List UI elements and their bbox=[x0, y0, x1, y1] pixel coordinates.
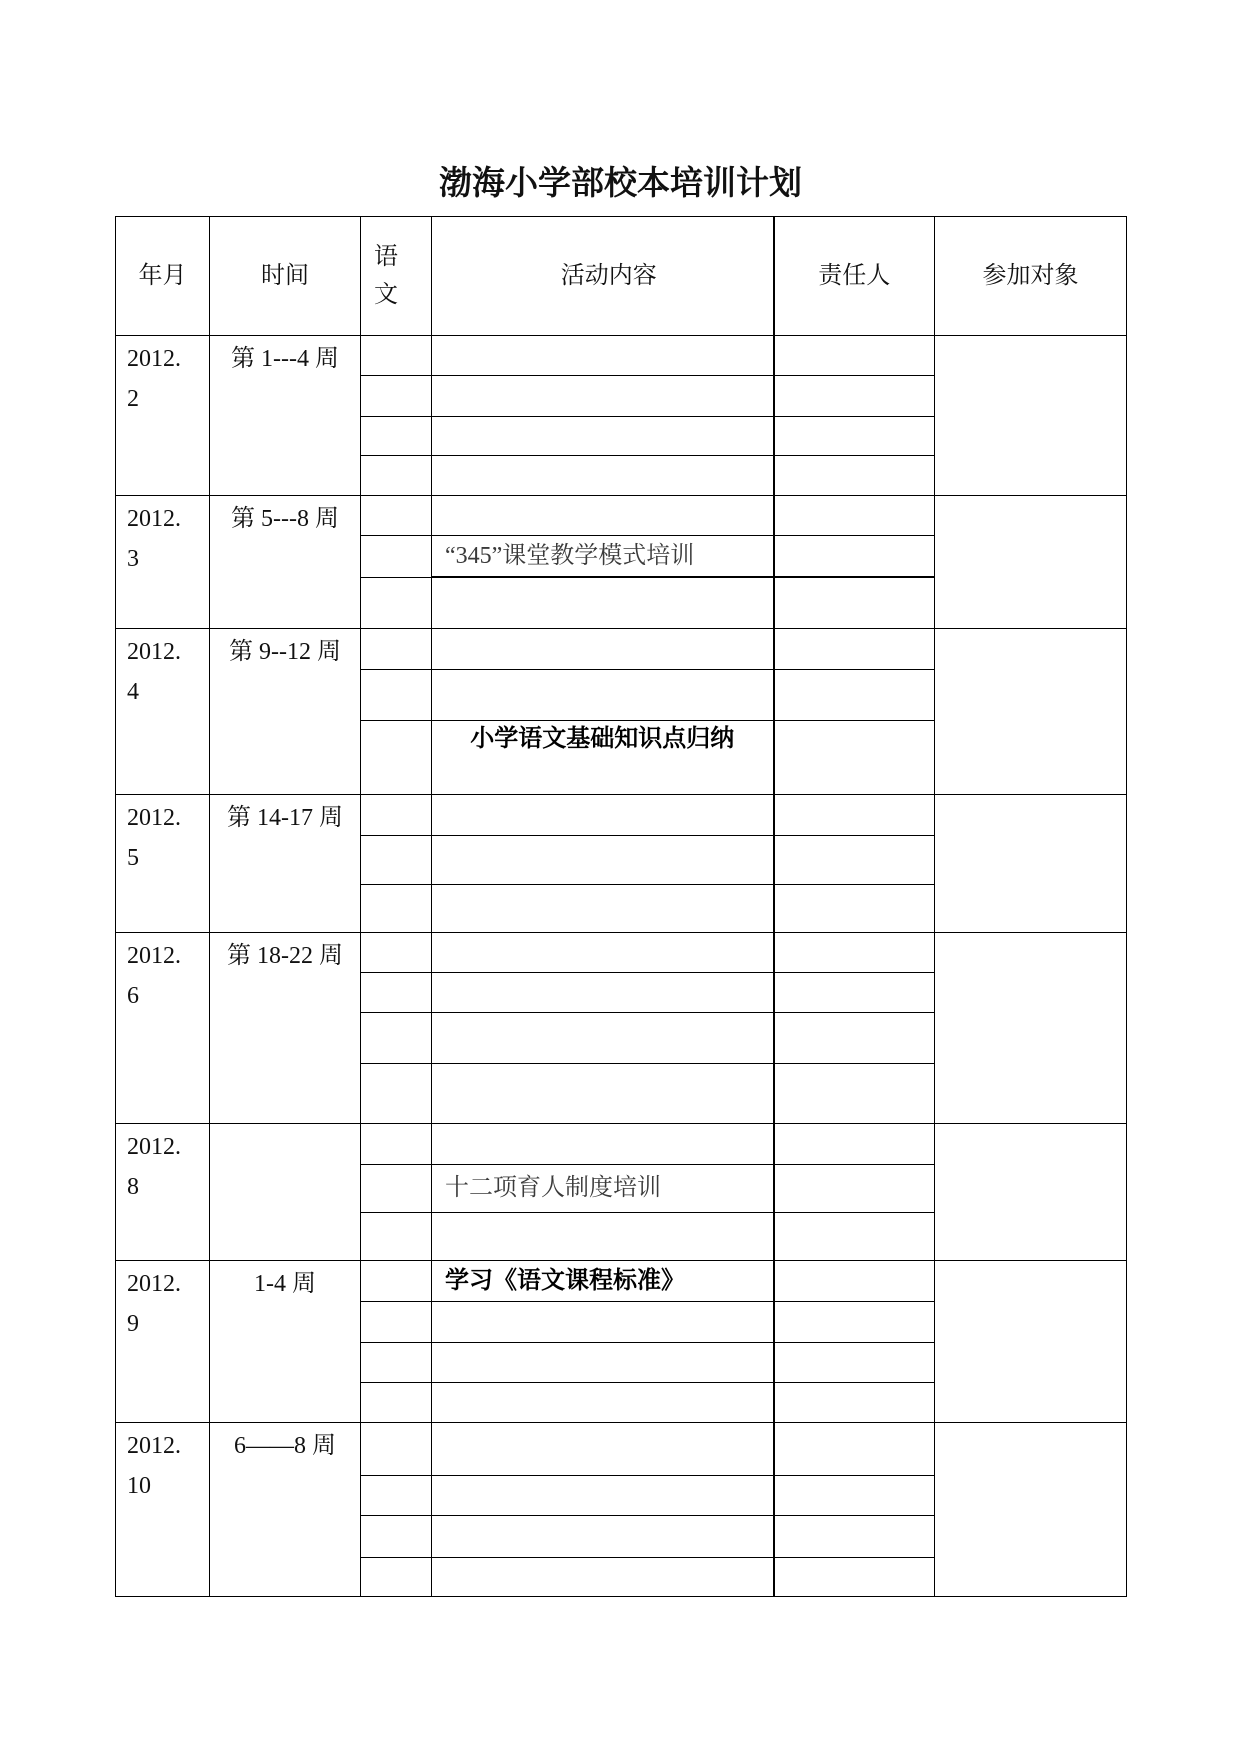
time-cell: 第 18-22 周 bbox=[210, 932, 361, 1123]
activity-cell bbox=[432, 884, 774, 932]
activity-cell: 十二项育人制度培训 bbox=[432, 1164, 774, 1212]
time-cell bbox=[210, 1123, 361, 1260]
subject-cell bbox=[361, 1515, 432, 1557]
header-subject-text: 语文 bbox=[374, 244, 398, 308]
person-cell bbox=[774, 1515, 935, 1557]
person-cell bbox=[774, 417, 935, 456]
person-cell bbox=[774, 972, 935, 1012]
activity-cell: 学习《语文课程标准》 bbox=[432, 1260, 774, 1301]
person-cell bbox=[774, 720, 935, 794]
header-activity: 活动内容 bbox=[432, 217, 774, 336]
person-cell bbox=[774, 577, 935, 628]
person-cell bbox=[774, 1475, 935, 1515]
activity-cell bbox=[432, 417, 774, 456]
subject-cell bbox=[361, 1422, 432, 1475]
subject-cell bbox=[361, 417, 432, 456]
person-cell bbox=[774, 1422, 935, 1475]
month-text: 2012.3 bbox=[127, 506, 181, 572]
activity-cell bbox=[432, 577, 774, 628]
table-row bbox=[116, 1422, 1127, 1475]
header-subject bbox=[361, 217, 432, 336]
person-cell bbox=[774, 1123, 935, 1164]
header-row bbox=[116, 217, 1127, 336]
time-cell: 1-4 周 bbox=[210, 1260, 361, 1422]
person-cell bbox=[774, 1212, 935, 1260]
participants-cell bbox=[935, 336, 1127, 496]
subject-cell bbox=[361, 794, 432, 835]
subject-cell bbox=[361, 456, 432, 496]
page-title: 渤海小学部校本培训计划 bbox=[439, 166, 802, 202]
table-row bbox=[116, 496, 1127, 536]
activity-cell bbox=[432, 496, 774, 536]
activity-cell bbox=[432, 1301, 774, 1342]
subject-cell bbox=[361, 577, 432, 628]
subject-cell bbox=[361, 1382, 432, 1422]
subject-cell bbox=[361, 1123, 432, 1164]
activity-cell bbox=[432, 1557, 774, 1596]
header-month: 年月 bbox=[116, 217, 210, 336]
activity-cell bbox=[432, 1063, 774, 1123]
training-plan-table bbox=[115, 216, 1127, 1597]
participants-cell bbox=[935, 1422, 1127, 1596]
activity-cell bbox=[432, 1123, 774, 1164]
person-cell bbox=[774, 794, 935, 835]
person-cell bbox=[774, 1063, 935, 1123]
person-cell bbox=[774, 376, 935, 417]
subject-cell bbox=[361, 884, 432, 932]
activity-cell bbox=[432, 1012, 774, 1063]
subject-cell bbox=[361, 1260, 432, 1301]
person-cell bbox=[774, 1342, 935, 1382]
month-text: 2012.2 bbox=[127, 346, 181, 412]
person-cell bbox=[774, 932, 935, 972]
month-text: 2012.5 bbox=[127, 804, 181, 871]
activity-cell bbox=[432, 376, 774, 417]
time-cell: 第 1---4 周 bbox=[210, 336, 361, 496]
subject-cell bbox=[361, 669, 432, 720]
subject-cell bbox=[361, 1301, 432, 1342]
subject-cell bbox=[361, 720, 432, 794]
activity-cell bbox=[432, 669, 774, 720]
header-time: 时间 bbox=[210, 217, 361, 336]
month-text: 2012.8 bbox=[127, 1133, 181, 1200]
subject-cell bbox=[361, 835, 432, 884]
header-participants: 参加对象 bbox=[935, 217, 1127, 336]
person-cell bbox=[774, 496, 935, 536]
person-cell bbox=[774, 1260, 935, 1301]
participants-cell bbox=[935, 1123, 1127, 1260]
month-cell bbox=[116, 628, 210, 794]
subject-cell bbox=[361, 932, 432, 972]
activity-cell bbox=[432, 456, 774, 496]
activity-cell bbox=[432, 1422, 774, 1475]
table-row bbox=[116, 628, 1127, 669]
month-cell bbox=[116, 1260, 210, 1422]
table-row bbox=[116, 1260, 1127, 1301]
month-text: 2012.9 bbox=[127, 1270, 181, 1337]
person-cell bbox=[774, 1382, 935, 1422]
participants-cell bbox=[935, 628, 1127, 794]
subject-cell bbox=[361, 1212, 432, 1260]
activity-cell bbox=[432, 1515, 774, 1557]
time-cell: 第 14-17 周 bbox=[210, 794, 361, 932]
activity-cell bbox=[432, 1212, 774, 1260]
subject-cell bbox=[361, 1063, 432, 1123]
activity-cell bbox=[432, 336, 774, 376]
activity-cell: “345”课堂教学模式培训 bbox=[432, 536, 774, 578]
person-cell bbox=[774, 1301, 935, 1342]
month-cell bbox=[116, 1123, 210, 1260]
month-cell bbox=[116, 496, 210, 629]
activity-cell bbox=[432, 1342, 774, 1382]
activity-cell bbox=[432, 1475, 774, 1515]
table-row bbox=[116, 1123, 1127, 1164]
person-cell bbox=[774, 628, 935, 669]
month-cell bbox=[116, 336, 210, 496]
activity-cell bbox=[432, 932, 774, 972]
table-row bbox=[116, 932, 1127, 972]
participants-cell bbox=[935, 794, 1127, 932]
person-cell bbox=[774, 835, 935, 884]
subject-cell bbox=[361, 1475, 432, 1515]
table-row bbox=[116, 794, 1127, 835]
month-text: 2012.6 bbox=[127, 942, 181, 1009]
month-cell bbox=[116, 794, 210, 932]
month-cell bbox=[116, 932, 210, 1123]
month-text: 2012.4 bbox=[127, 638, 181, 705]
activity-cell bbox=[432, 1382, 774, 1422]
subject-cell bbox=[361, 536, 432, 578]
person-cell bbox=[774, 536, 935, 578]
participants-cell bbox=[935, 932, 1127, 1123]
subject-cell bbox=[361, 1557, 432, 1596]
header-person: 责任人 bbox=[774, 217, 935, 336]
activity-cell: 小学语文基础知识点归纳 bbox=[432, 720, 774, 794]
activity-cell bbox=[432, 794, 774, 835]
time-cell: 第 9--12 周 bbox=[210, 628, 361, 794]
activity-cell bbox=[432, 835, 774, 884]
table-row bbox=[116, 336, 1127, 376]
subject-cell bbox=[361, 972, 432, 1012]
subject-cell bbox=[361, 1342, 432, 1382]
person-cell bbox=[774, 456, 935, 496]
person-cell bbox=[774, 1557, 935, 1596]
month-text: 2012.10 bbox=[127, 1432, 181, 1499]
participants-cell bbox=[935, 496, 1127, 629]
time-cell: 6——8 周 bbox=[210, 1422, 361, 1596]
participants-cell bbox=[935, 1260, 1127, 1422]
person-cell bbox=[774, 1012, 935, 1063]
time-cell: 第 5---8 周 bbox=[210, 496, 361, 629]
subject-cell bbox=[361, 336, 432, 376]
subject-cell bbox=[361, 1012, 432, 1063]
subject-cell bbox=[361, 376, 432, 417]
month-cell bbox=[116, 1422, 210, 1596]
subject-cell bbox=[361, 628, 432, 669]
activity-cell bbox=[432, 628, 774, 669]
subject-cell bbox=[361, 1164, 432, 1212]
subject-cell bbox=[361, 496, 432, 536]
person-cell bbox=[774, 669, 935, 720]
activity-cell bbox=[432, 972, 774, 1012]
person-cell bbox=[774, 884, 935, 932]
person-cell bbox=[774, 336, 935, 376]
person-cell bbox=[774, 1164, 935, 1212]
